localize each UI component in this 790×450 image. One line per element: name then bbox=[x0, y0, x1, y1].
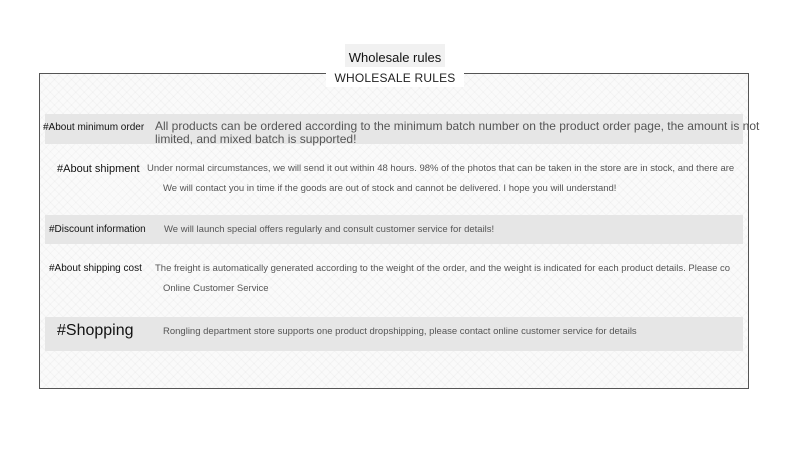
rule-text-discount: We will launch special offers regularly and consult customer service for details! bbox=[164, 224, 495, 235]
frame-title: WHOLESALE RULES bbox=[326, 67, 464, 87]
page-title: Wholesale rules bbox=[345, 44, 445, 70]
rule-label-shipping-cost: #About shipping cost bbox=[49, 263, 142, 274]
rule-label-shopping: #Shopping bbox=[57, 322, 134, 339]
rule-label-minimum-order: #About minimum order bbox=[43, 122, 145, 133]
rule-text-shipping-cost-line-1: The freight is automatically generated according to the weight of the order, and the weight is indicated for each product details. Please co bbox=[155, 263, 731, 274]
rule-text-shipping-cost-line-2: Online Customer Service bbox=[163, 283, 269, 294]
rule-text-shipment-line-1: Under normal circumstances, we will send it out within 48 hours. 98% of the photos that can be taken in the store are in stock, and there are bbox=[147, 163, 735, 174]
rule-text-minimum-order: All products can be ordered according to the minimum batch number on the product order page, the amount is not limited, and mixed batch is supported! bbox=[155, 119, 760, 146]
rule-text-shipment-line-2: We will contact you in time if the goods are out of stock and cannot be delivered. I hope you will understand! bbox=[163, 183, 617, 194]
rule-label-shipment: #About shipment bbox=[57, 163, 140, 175]
rule-label-discount: #Discount information bbox=[49, 224, 146, 235]
rule-text-shopping: Rongling department store supports one product dropshipping, please contact online customer service for details bbox=[163, 326, 637, 337]
